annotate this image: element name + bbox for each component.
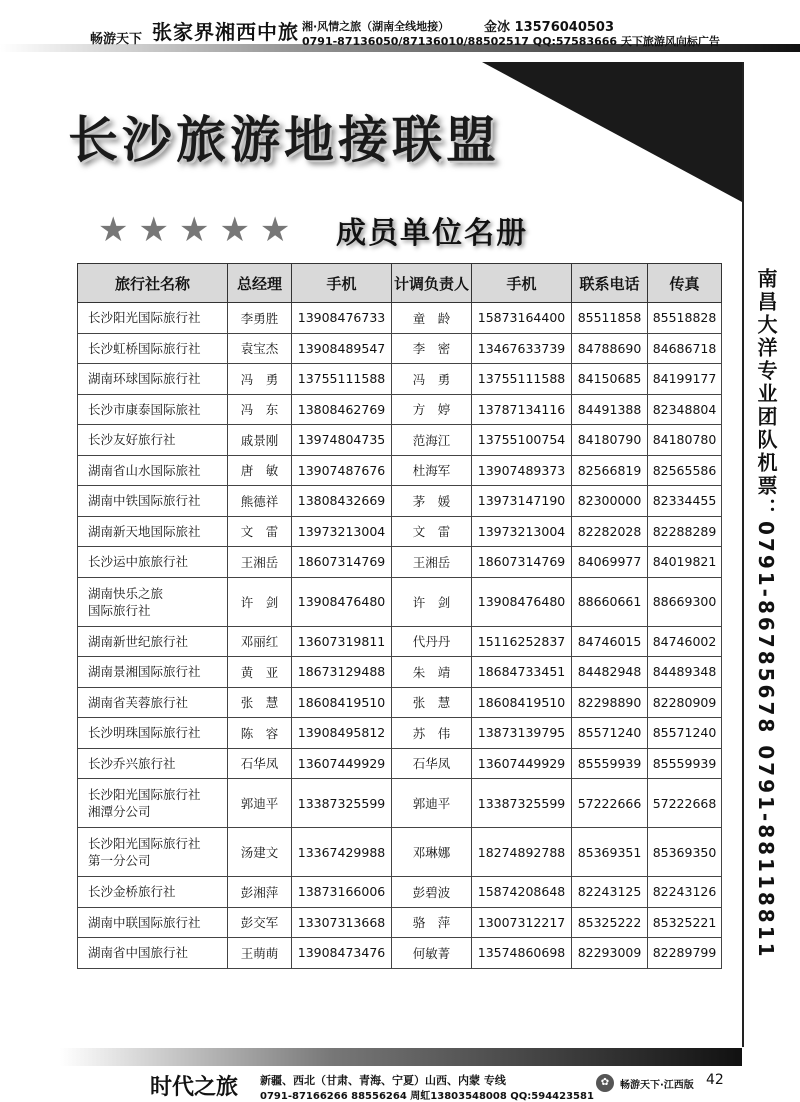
mobile2-cell: 13908476480 [472, 577, 572, 626]
mobile2-cell: 13973213004 [472, 516, 572, 547]
agency-cell: 长沙友好旅行社 [78, 425, 228, 456]
mobile-cell: 13808462769 [292, 394, 392, 425]
phone-cell: 85511858 [572, 303, 648, 334]
mobile2-cell: 13574860698 [472, 938, 572, 969]
table-row [78, 657, 722, 688]
coordinator-cell: 许 剑 [392, 577, 472, 626]
fax-cell: 84489348 [648, 657, 722, 688]
phone-cell: 82566819 [572, 455, 648, 486]
coordinator-cell: 童 龄 [392, 303, 472, 334]
manager-cell: 彭湘萍 [228, 877, 292, 908]
phone-cell: 84482948 [572, 657, 648, 688]
agency-cell: 长沙市康泰国际旅社 [78, 394, 228, 425]
phone-cell: 82282028 [572, 516, 648, 547]
table-row [78, 938, 722, 969]
table-row [78, 907, 722, 938]
mobile2-cell: 18607314769 [472, 547, 572, 578]
fax-cell: 84746002 [648, 626, 722, 657]
mobile-cell: 13307313668 [292, 907, 392, 938]
footer-brand: 时代之旅 [150, 1075, 239, 1100]
agency-cell: 长沙明珠国际旅行社 [78, 718, 228, 749]
coordinator-cell: 杜海军 [392, 455, 472, 486]
mobile-cell: 13908476733 [292, 303, 392, 334]
mobile-cell: 13808432669 [292, 486, 392, 517]
coordinator-cell: 冯 勇 [392, 364, 472, 395]
phone-cell: 84746015 [572, 626, 648, 657]
agency-cell: 湖南环球国际旅行社 [78, 364, 228, 395]
manager-cell: 冯 东 [228, 394, 292, 425]
phone-cell: 84788690 [572, 333, 648, 364]
table-row [78, 516, 722, 547]
manager-cell: 陈 容 [228, 718, 292, 749]
footer-band [60, 1048, 742, 1066]
mobile-cell: 13908476480 [292, 577, 392, 626]
mobile-cell: 13387325599 [292, 779, 392, 828]
mobile2-cell: 18608419510 [472, 687, 572, 718]
coordinator-cell: 茅 媛 [392, 486, 472, 517]
fax-cell: 82289799 [648, 938, 722, 969]
manager-cell: 石华凤 [228, 748, 292, 779]
coordinator-cell: 李 密 [392, 333, 472, 364]
manager-cell: 汤建文 [228, 828, 292, 877]
agency-cell: 长沙金桥旅行社 [78, 877, 228, 908]
mobile2-cell: 13973147190 [472, 486, 572, 517]
header-contact: 金冰 13576040503 [484, 20, 615, 35]
mobile2-cell: 13007312217 [472, 907, 572, 938]
phone-cell: 57222666 [572, 779, 648, 828]
phone-cell: 82300000 [572, 486, 648, 517]
agency-cell: 湖南新天地国际旅社 [78, 516, 228, 547]
table-row [78, 718, 722, 749]
fax-cell: 57222668 [648, 779, 722, 828]
phone-cell: 84180790 [572, 425, 648, 456]
manager-cell: 王湘岳 [228, 547, 292, 578]
page-subtitle: 成员单位名册 [336, 216, 528, 251]
mobile2-cell: 15874208648 [472, 877, 572, 908]
table-row [78, 687, 722, 718]
table-row [78, 547, 722, 578]
coordinator-cell: 代丹丹 [392, 626, 472, 657]
manager-cell: 王萌萌 [228, 938, 292, 969]
table-row [78, 626, 722, 657]
agency-cell: 湖南快乐之旅 国际旅行社 [78, 577, 228, 626]
mobile-cell: 13908473476 [292, 938, 392, 969]
agency-cell: 湖南新世纪旅行社 [78, 626, 228, 657]
phone-cell: 85369351 [572, 828, 648, 877]
mobile-cell: 18673129488 [292, 657, 392, 688]
fax-cell: 82565586 [648, 455, 722, 486]
col-header-fax: 传真 [648, 264, 722, 303]
fax-cell: 88669300 [648, 577, 722, 626]
table-body [78, 303, 722, 969]
table-row [78, 779, 722, 828]
phone-cell: 84069977 [572, 547, 648, 578]
table-header-row [78, 264, 722, 303]
manager-cell: 李勇胜 [228, 303, 292, 334]
manager-cell: 唐 敏 [228, 455, 292, 486]
fax-cell: 85518828 [648, 303, 722, 334]
agency-cell: 湖南省中国旅行社 [78, 938, 228, 969]
fax-cell: 84019821 [648, 547, 722, 578]
mobile2-cell: 13755100754 [472, 425, 572, 456]
col-header-agency: 旅行社名称 [78, 264, 228, 303]
coordinator-cell: 朱 靖 [392, 657, 472, 688]
agency-cell: 长沙阳光国际旅行社 湘潭分公司 [78, 779, 228, 828]
phone-cell: 82243125 [572, 877, 648, 908]
col-header-mobile: 手机 [292, 264, 392, 303]
mobile-cell: 13873166006 [292, 877, 392, 908]
fax-cell: 84180780 [648, 425, 722, 456]
agency-cell: 湖南景湘国际旅行社 [78, 657, 228, 688]
table-row [78, 877, 722, 908]
coordinator-cell: 骆 萍 [392, 907, 472, 938]
mobile-cell: 13907487676 [292, 455, 392, 486]
footer-line1: 新疆、西北（甘肃、青海、宁夏）山西、内蒙 专线 [260, 1074, 506, 1087]
footer-line2: 0791-87166266 88556264 周虹13803548008 QQ:594423581 [260, 1091, 594, 1102]
mobile-cell: 13607319811 [292, 626, 392, 657]
mobile-cell: 13755111588 [292, 364, 392, 395]
phone-cell: 88660661 [572, 577, 648, 626]
star-row-icon: ★★★★★ [98, 210, 301, 250]
phone-cell: 85325222 [572, 907, 648, 938]
agency-cell: 长沙运中旅旅行社 [78, 547, 228, 578]
mobile2-cell: 18274892788 [472, 828, 572, 877]
col-header-coordinator: 计调负责人 [392, 264, 472, 303]
agency-cell: 湖南省山水国际旅社 [78, 455, 228, 486]
mobile-cell: 13607449929 [292, 748, 392, 779]
fax-cell: 84199177 [648, 364, 722, 395]
coordinator-cell: 范海江 [392, 425, 472, 456]
coordinator-cell: 石华凤 [392, 748, 472, 779]
mobile2-cell: 13467633739 [472, 333, 572, 364]
fax-cell: 82334455 [648, 486, 722, 517]
agency-cell: 长沙阳光国际旅行社 [78, 303, 228, 334]
footer-edition: 畅游天下·江西版 [620, 1080, 694, 1091]
phone-cell: 82293009 [572, 938, 648, 969]
fax-cell: 82348804 [648, 394, 722, 425]
manager-cell: 郭迪平 [228, 779, 292, 828]
fax-cell: 82280909 [648, 687, 722, 718]
fax-cell: 82243126 [648, 877, 722, 908]
table-row [78, 303, 722, 334]
fax-cell: 82288289 [648, 516, 722, 547]
coordinator-cell: 彭碧波 [392, 877, 472, 908]
fax-cell: 84686718 [648, 333, 722, 364]
fax-cell: 85369350 [648, 828, 722, 877]
manager-cell: 袁宝杰 [228, 333, 292, 364]
manager-cell: 许 剑 [228, 577, 292, 626]
table-row [78, 486, 722, 517]
table-row [78, 333, 722, 364]
fax-cell: 85571240 [648, 718, 722, 749]
mobile2-cell: 13607449929 [472, 748, 572, 779]
mobile2-cell: 13787134116 [472, 394, 572, 425]
manager-cell: 熊德祥 [228, 486, 292, 517]
manager-cell: 彭交军 [228, 907, 292, 938]
side-advertisement: 南昌大洋专业团队机票：0791-86785678 0791-88118811 [754, 268, 778, 960]
manager-cell: 文 雷 [228, 516, 292, 547]
footer-bar [0, 1068, 800, 1100]
mobile-cell: 13974804735 [292, 425, 392, 456]
coordinator-cell: 何敏菁 [392, 938, 472, 969]
mobile-cell: 18608419510 [292, 687, 392, 718]
fax-cell: 85559939 [648, 748, 722, 779]
agency-cell: 湖南省芙蓉旅行社 [78, 687, 228, 718]
agency-cell: 长沙阳光国际旅行社 第一分公司 [78, 828, 228, 877]
phone-cell: 84150685 [572, 364, 648, 395]
phone-cell: 82298890 [572, 687, 648, 718]
manager-cell: 邓丽红 [228, 626, 292, 657]
fax-cell: 85325221 [648, 907, 722, 938]
member-table [77, 263, 722, 969]
agency-cell: 湖南中铁国际旅行社 [78, 486, 228, 517]
table-row [78, 577, 722, 626]
coordinator-cell: 张 慧 [392, 687, 472, 718]
mobile2-cell: 13873139795 [472, 718, 572, 749]
manager-cell: 张 慧 [228, 687, 292, 718]
manager-cell: 冯 勇 [228, 364, 292, 395]
mobile-cell: 13367429988 [292, 828, 392, 877]
coordinator-cell: 王湘岳 [392, 547, 472, 578]
coordinator-cell: 文 雷 [392, 516, 472, 547]
table-row [78, 748, 722, 779]
header-bar [0, 0, 800, 52]
mobile2-cell: 13387325599 [472, 779, 572, 828]
table-row [78, 394, 722, 425]
corner-decoration [482, 62, 742, 202]
table-row [78, 455, 722, 486]
mobile2-cell: 15116252837 [472, 626, 572, 657]
header-line1: 湘·风情之旅（湖南全线地接） [302, 20, 450, 33]
coordinator-cell: 郭迪平 [392, 779, 472, 828]
mobile2-cell: 15873164400 [472, 303, 572, 334]
table-row [78, 364, 722, 395]
col-header-manager: 总经理 [228, 264, 292, 303]
mobile2-cell: 13907489373 [472, 455, 572, 486]
agency-cell: 长沙乔兴旅行社 [78, 748, 228, 779]
col-header-phone: 联系电话 [572, 264, 648, 303]
header-line2: 0791-87136050/87136010/88502517 QQ:57583666 天下旅游风向标广告 [302, 35, 720, 48]
coordinator-cell: 邓琳娜 [392, 828, 472, 877]
phone-cell: 85571240 [572, 718, 648, 749]
mobile-cell: 13973213004 [292, 516, 392, 547]
footer-logo-icon: ✿ [596, 1074, 614, 1092]
page-number: 42 [706, 1072, 724, 1088]
mobile2-cell: 18684733451 [472, 657, 572, 688]
manager-cell: 黄 亚 [228, 657, 292, 688]
table-row [78, 828, 722, 877]
mobile-cell: 18607314769 [292, 547, 392, 578]
table-row [78, 425, 722, 456]
mobile-cell: 13908495812 [292, 718, 392, 749]
header-brand: 张家界湘西中旅 [152, 20, 299, 44]
coordinator-cell: 方 婷 [392, 394, 472, 425]
mobile2-cell: 13755111588 [472, 364, 572, 395]
phone-cell: 84491388 [572, 394, 648, 425]
manager-cell: 戚景刚 [228, 425, 292, 456]
agency-cell: 湖南中联国际旅行社 [78, 907, 228, 938]
page-title: 长沙旅游地接联盟 [68, 111, 500, 169]
col-header-mobile2: 手机 [472, 264, 572, 303]
agency-cell: 长沙虹桥国际旅行社 [78, 333, 228, 364]
mobile-cell: 13908489547 [292, 333, 392, 364]
phone-cell: 85559939 [572, 748, 648, 779]
header-tag: 畅游天下 [90, 32, 143, 47]
coordinator-cell: 苏 伟 [392, 718, 472, 749]
